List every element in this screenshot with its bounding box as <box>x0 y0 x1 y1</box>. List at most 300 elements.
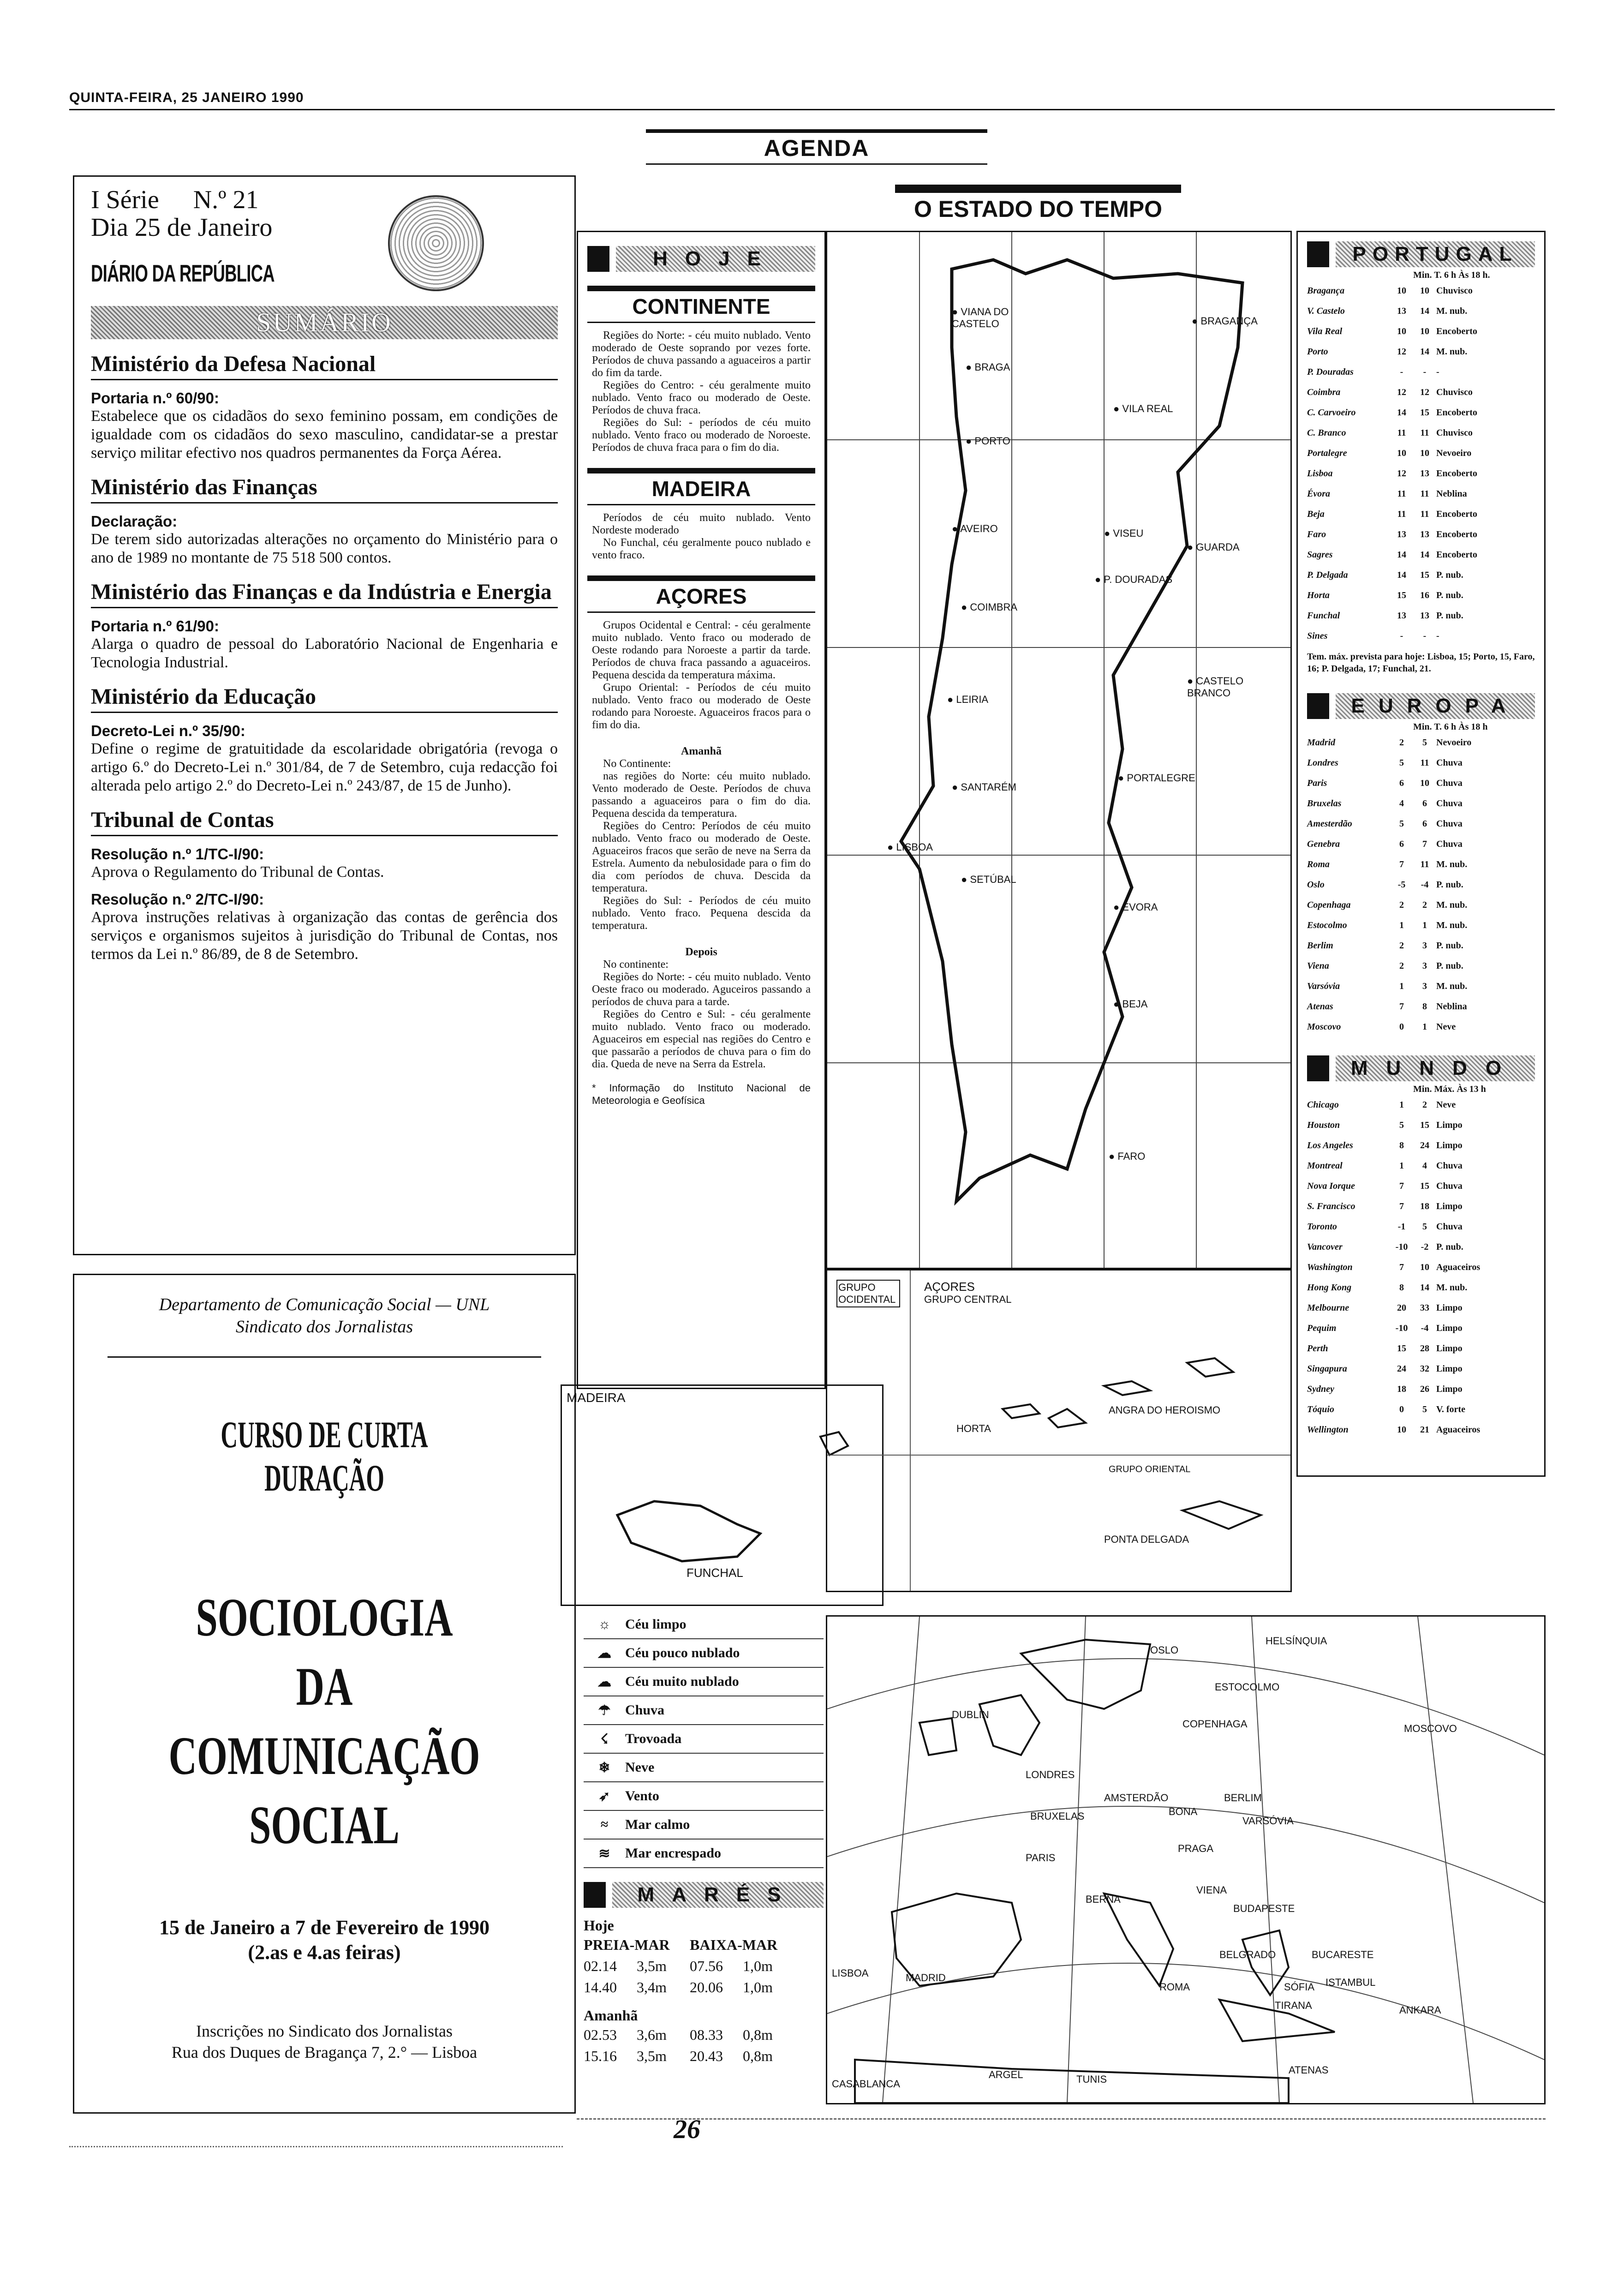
madeira-text <box>578 512 824 562</box>
city-label: BERNA <box>1086 1894 1121 1905</box>
table-cell: - <box>1400 366 1403 377</box>
table-cell: 12 <box>1397 468 1406 479</box>
doc-text: Aprova instruções relativas à organização das contas de gerência dos serviços e organismos sujeitos à jurisdição do Tribunal de Contas, nos termos da Lei n.º 86/89, de 8 de Setembro. <box>91 909 558 963</box>
paragraph: Períodos de céu muito nublado. Vento Nordeste moderado <box>592 512 811 536</box>
table-cell: 6 <box>1399 778 1404 788</box>
table-cell: 13 <box>1397 610 1406 621</box>
table-cell: Berlim <box>1307 940 1333 951</box>
table-cell: 2 <box>1399 737 1404 748</box>
table-cell: 11 <box>1397 509 1406 519</box>
table-cell: Nevoeiro <box>1436 737 1472 748</box>
tide-hoje-rows <box>584 1955 824 1998</box>
tide-cell: 15.16 <box>584 2047 617 2064</box>
doc-ref: Portaria n.º 60/90: <box>91 389 220 407</box>
city-label: TUNIS <box>1076 2073 1107 2085</box>
preia-mar: PREIA-MAR <box>584 1936 670 1953</box>
mares-bar <box>584 1882 824 1908</box>
table-row <box>1307 834 1535 854</box>
table-cell: Nevoeiro <box>1436 448 1472 458</box>
tide-cell: 20.43 <box>690 2047 723 2064</box>
table-cell: Oslo <box>1307 879 1325 890</box>
city-label: BRUXELAS <box>1030 1810 1085 1822</box>
table-row <box>1307 732 1535 753</box>
table-cell: Tóquio <box>1307 1404 1334 1414</box>
table-cell: M. nub. <box>1436 306 1468 316</box>
city-label: ARGEL <box>989 2069 1023 2080</box>
table-cell: 16 <box>1420 590 1429 600</box>
table-cell: 6 <box>1399 839 1404 849</box>
depois-title: Depois <box>685 946 717 958</box>
table-cell: Vila Real <box>1307 326 1343 336</box>
tide-cell: 08.33 <box>690 2026 723 2043</box>
city-label: ● P. DOURADAS <box>1095 574 1172 586</box>
tide-header <box>584 1934 824 1955</box>
table-row <box>1307 1196 1535 1216</box>
table-row <box>1307 524 1535 545</box>
table-row <box>1307 605 1535 626</box>
course-days: (2.as e 4.as feiras) <box>248 1941 401 1964</box>
table-cell: Limpo <box>1436 1201 1463 1211</box>
legend-label: Neve <box>625 1760 655 1775</box>
weather-icon: ☼ <box>598 1617 611 1632</box>
paragraph: Regiões do Centro e Sul: - céu geralmente muito nublado. Vento fraco ou moderado. Aguaceiros em especial nas regiões do Centro e que passarão a períodos de chuva para o fim do dia. Queda de neve na Serra da Estrela. <box>592 1008 811 1070</box>
page-number: 26 <box>674 2114 700 2144</box>
table-cell: 3 <box>1422 981 1427 991</box>
course-title-line: SOCIAL <box>249 1795 400 1855</box>
forecast-column <box>577 231 826 1389</box>
table-cell: P. nub. <box>1436 879 1463 890</box>
table-cell: 8 <box>1422 1001 1427 1012</box>
table-cell: 14 <box>1397 407 1406 418</box>
hoje-bar <box>587 246 815 272</box>
europe-map <box>826 1615 1546 2104</box>
paragraph: No Continente: <box>603 758 671 770</box>
paragraph: Regiões do Norte: - céu muito nublado. Vento Oeste fraco ou moderado. Aguceiros passando a períodos de chuva para a tarde. <box>592 971 811 1008</box>
city-label: ● ÉVORA <box>1113 901 1158 913</box>
table-cell: Roma <box>1307 859 1330 869</box>
table-cell: Limpo <box>1436 1363 1463 1374</box>
table-cell: 10 <box>1420 326 1429 336</box>
table-cell: - <box>1436 630 1439 641</box>
table-cell: Funchal <box>1307 610 1340 621</box>
table-cell: Montreal <box>1307 1160 1343 1171</box>
table-cell: 2 <box>1422 899 1427 910</box>
portugal-table <box>1307 281 1535 646</box>
table-cell: Pequim <box>1307 1323 1337 1333</box>
table-row <box>1307 565 1535 585</box>
ministry-title: Ministério das Finanças e da Indústria e Energia <box>91 574 558 608</box>
table-cell: 4 <box>1422 1160 1427 1171</box>
table-cell: 4 <box>1399 798 1404 809</box>
numero: N.º 21 <box>193 186 259 214</box>
table-row <box>1307 1135 1535 1156</box>
amanha-title: Amanhã <box>681 745 722 757</box>
hoje-title: HOJE <box>616 246 815 272</box>
table-row <box>1307 1298 1535 1318</box>
city-label: ● PORTALEGRE <box>1118 772 1195 784</box>
ponta-delgada-label: PONTA DELGADA <box>1104 1534 1189 1545</box>
legend-label: Mar encrespado <box>625 1846 722 1861</box>
table-row <box>1307 976 1535 996</box>
table-cell: 10 <box>1397 448 1406 458</box>
table-cell: P. Douradas <box>1307 366 1354 377</box>
table-cell: C. Carvoeiro <box>1307 407 1356 418</box>
table-cell: Encoberto <box>1436 549 1477 560</box>
bar-block <box>587 246 609 272</box>
city-label: BUCARESTE <box>1312 1949 1374 1960</box>
table-cell: Chicago <box>1307 1099 1339 1110</box>
course-sindicato: Sindicato dos Jornalistas <box>235 1317 413 1336</box>
table-cell: 11 <box>1420 488 1429 499</box>
legend-mares <box>584 1611 824 2086</box>
table-row <box>1307 996 1535 1017</box>
table-cell: 15 <box>1420 1180 1429 1191</box>
legend-item <box>584 1696 824 1725</box>
table-cell: -1 <box>1397 1221 1406 1232</box>
table-cell: 12 <box>1397 346 1406 357</box>
table-row <box>1307 382 1535 402</box>
table-cell: Hong Kong <box>1307 1282 1352 1293</box>
city-label: OSLO <box>1150 1644 1179 1656</box>
table-cell: Paris <box>1307 778 1327 788</box>
city-label: ISTAMBUL <box>1325 1977 1376 1988</box>
portugal-note: Tem. máx. prevista para hoje: Lisboa, 15; Porto, 15, Faro, 16; P. Delgada, 17; Funchal, 21. <box>1307 652 1535 674</box>
city-label: BONA <box>1169 1806 1198 1817</box>
table-cell: 10 <box>1397 285 1406 296</box>
city-label: BUDAPESTE <box>1233 1903 1295 1914</box>
city-label: COPENHAGA <box>1182 1718 1248 1730</box>
tide-cell: 3,5m <box>637 2047 667 2064</box>
horta-label: HORTA <box>956 1423 991 1434</box>
paragraph: Grupos Ocidental e Central: - céu geralmente muito nublado. Vento fraco ou moderado de Oeste rodando para Noroeste a partir da tarde. Períodos de chuva fraca passando a aguaceiros. Pequena descida da temperatura máxima. <box>592 619 811 681</box>
table-cell: 11 <box>1420 859 1429 869</box>
table-cell: 13 <box>1397 306 1406 316</box>
europa-header: Min. T. 6 h Às 18 h <box>1413 722 1488 732</box>
paragraph: No Funchal, céu geralmente pouco nublado e vento fraco. <box>592 537 811 561</box>
city-label: TIRANA <box>1275 2000 1312 2011</box>
legend-item <box>584 1754 824 1782</box>
table-cell: Chuva <box>1436 818 1463 829</box>
diario-logo: DIÁRIO DA REPÚBLICA <box>91 260 275 287</box>
table-cell: 11 <box>1397 488 1406 499</box>
angra-label: ANGRA DO HEROISMO <box>1109 1404 1221 1416</box>
table-cell: P. nub. <box>1436 610 1463 621</box>
tide-row <box>584 1955 824 1977</box>
table-cell: 24 <box>1397 1363 1406 1374</box>
table-cell: P. nub. <box>1436 940 1463 951</box>
city-label: ATENAS <box>1289 2064 1329 2076</box>
europa-title: EUROPA <box>1336 693 1535 719</box>
city-label: ● BRAGANÇA <box>1192 315 1258 327</box>
table-row <box>1307 626 1535 646</box>
city-label: VIENA <box>1196 1884 1227 1896</box>
tide-cell: 3,4m <box>637 1978 667 1995</box>
table-cell: Évora <box>1307 488 1330 499</box>
table-row <box>1307 463 1535 484</box>
table-row <box>1307 585 1535 605</box>
table-cell: 2 <box>1399 940 1404 951</box>
table-cell: Estocolmo <box>1307 920 1347 930</box>
grupo-ocidental-label: GRUPO OCIDENTAL <box>836 1280 900 1307</box>
table-cell: 10 <box>1397 1424 1406 1435</box>
paragraph: Grupo Oriental: - Períodos de céu muito nublado. Vento fraco ou moderado de Oeste rodando para Noroeste. Aguaceiros fracos para o fim do dia. <box>592 682 811 731</box>
table-row <box>1307 402 1535 423</box>
ministry-title: Tribunal de Contas <box>91 802 558 836</box>
city-label: ● LEIRIA <box>947 694 988 706</box>
doc-ref: Resolução n.º 2/TC-I/90: <box>91 891 264 908</box>
table-row <box>1307 321 1535 342</box>
diario-republica-box <box>73 175 576 1255</box>
sumario-banner: SUMÁRIO <box>91 306 558 339</box>
city-label: CASABLANCA <box>832 2078 900 2090</box>
table-cell: Los Angeles <box>1307 1140 1353 1150</box>
tide-cell: 07.56 <box>690 1957 723 1974</box>
table-row <box>1307 342 1535 362</box>
table-cell: Houston <box>1307 1120 1340 1130</box>
legend-item <box>584 1611 824 1639</box>
weather-icon: ➶ <box>598 1788 610 1804</box>
table-cell: Nova Iorque <box>1307 1180 1355 1191</box>
divider <box>107 1356 541 1358</box>
portugal-outline <box>901 260 1242 1201</box>
table-cell: P. nub. <box>1436 1241 1463 1252</box>
serie: I Série <box>91 186 159 214</box>
madeira-map-label: MADEIRA <box>567 1390 626 1405</box>
tide-cell: 02.53 <box>584 2026 617 2043</box>
table-row <box>1307 1095 1535 1115</box>
table-cell: M. nub. <box>1436 981 1468 991</box>
table-cell: 1 <box>1399 920 1404 930</box>
city-label: ● BRAGA <box>966 361 1010 373</box>
legend-label: Vento <box>625 1788 659 1804</box>
table-cell: 10 <box>1420 285 1429 296</box>
portugal-map-svg <box>827 232 1290 1268</box>
weather-icon: ☁ <box>597 1674 611 1690</box>
table-cell: 5 <box>1422 737 1427 748</box>
city-label: PRAGA <box>1178 1843 1214 1854</box>
table-cell: -4 <box>1421 879 1429 890</box>
table-cell: Neve <box>1436 1099 1456 1110</box>
table-cell: Faro <box>1307 529 1326 539</box>
weather-title: O ESTADO DO TEMPO <box>895 185 1181 222</box>
table-cell: 26 <box>1420 1384 1429 1394</box>
city-label: BERLIM <box>1224 1792 1262 1804</box>
legend-item <box>584 1840 824 1868</box>
table-cell: 8 <box>1399 1282 1404 1293</box>
table-row <box>1307 1359 1535 1379</box>
table-cell: M. nub. <box>1436 1282 1468 1293</box>
paragraph: Regiões do Norte: - céu muito nublado. Vento moderado de Oeste soprando por vezes forte. Períodos de chuva passando a aguaceiros a partir do fim da tarde. <box>592 330 811 379</box>
table-cell: Chuva <box>1436 839 1463 849</box>
table-cell: Chuva <box>1436 1221 1463 1232</box>
table-cell: Limpo <box>1436 1302 1463 1313</box>
table-row <box>1307 1115 1535 1135</box>
legend-item <box>584 1725 824 1754</box>
table-cell: Toronto <box>1307 1221 1337 1232</box>
portugal-bar <box>1307 241 1535 267</box>
table-cell: 11 <box>1420 427 1429 438</box>
city-label: ROMA <box>1159 1981 1190 1993</box>
table-cell: 14 <box>1420 549 1429 560</box>
tide-row <box>584 2045 824 2067</box>
table-cell: Genebra <box>1307 839 1340 849</box>
table-cell: S. Francisco <box>1307 1201 1355 1211</box>
tide-cell: 02.14 <box>584 1957 617 1974</box>
table-cell: Sines <box>1307 630 1328 641</box>
bar-block <box>1307 1055 1329 1081</box>
city-label: ● FARO <box>1109 1150 1145 1162</box>
table-cell: 13 <box>1420 468 1429 479</box>
acores-title: AÇORES <box>587 575 815 613</box>
table-cell: Wellington <box>1307 1424 1349 1435</box>
table-cell: Melbourne <box>1307 1302 1349 1313</box>
course-title-line: SOCIOLOGIA <box>196 1587 453 1648</box>
table-cell: 3 <box>1422 960 1427 971</box>
table-row <box>1307 1257 1535 1277</box>
table-cell: Limpo <box>1436 1323 1463 1333</box>
tide-cell: 20.06 <box>690 1978 723 1995</box>
table-row <box>1307 1338 1535 1359</box>
table-cell: Neblina <box>1436 488 1467 499</box>
table-cell: 11 <box>1397 427 1406 438</box>
europa-bar <box>1307 693 1535 719</box>
table-cell: 10 <box>1420 448 1429 458</box>
city-label: MADRID <box>906 1972 946 1983</box>
continente-title: CONTINENTE <box>587 286 815 323</box>
paragraph: Regiões do Sul: - Períodos de céu muito nublado. Vento fraco. Pequena descida da temperatura. <box>592 895 811 932</box>
portugal-header: Min. T. 6 h Às 18 h. <box>1413 270 1490 280</box>
depois-text <box>578 959 824 1071</box>
table-row <box>1307 1156 1535 1176</box>
acores-svg <box>827 1270 1290 1591</box>
course-title-line: COMUNICAÇÃO <box>168 1726 480 1786</box>
city-label: ● BEJA <box>1113 998 1147 1010</box>
city-label: ● CASTELO BRANCO <box>1187 675 1279 699</box>
city-label: DUBLIN <box>952 1709 989 1720</box>
doc-text: De terem sido autorizadas alterações no orçamento do Ministério para o ano de 1989 no montante de 75 518 500 contos. <box>91 531 558 566</box>
table-row <box>1307 1017 1535 1037</box>
table-row <box>1307 1176 1535 1196</box>
table-row <box>1307 915 1535 935</box>
table-cell: 5 <box>1399 1120 1404 1130</box>
table-cell: Encoberto <box>1436 529 1477 539</box>
table-cell: 14 <box>1420 346 1429 357</box>
ministry-title: Ministério da Defesa Nacional <box>91 346 558 380</box>
city-label: VARSÓVIA <box>1242 1815 1294 1827</box>
table-cell: 5 <box>1422 1221 1427 1232</box>
course-ad <box>73 1274 576 2114</box>
table-row <box>1307 281 1535 301</box>
table-cell: Varsóvia <box>1307 981 1340 991</box>
grupo-oriental-label: GRUPO ORIENTAL <box>1109 1464 1191 1474</box>
top-rule <box>69 109 1555 110</box>
table-cell: - <box>1400 630 1403 641</box>
city-label: ● AVEIRO <box>952 523 998 535</box>
table-cell: P. Delgada <box>1307 569 1348 580</box>
table-row <box>1307 443 1535 463</box>
table-cell: 15 <box>1420 569 1429 580</box>
tide-row <box>584 1977 824 1998</box>
table-cell: Perth <box>1307 1343 1328 1354</box>
table-cell: 10 <box>1397 326 1406 336</box>
tide-amanha: Amanhã <box>584 2007 638 2024</box>
table-cell: 18 <box>1420 1201 1429 1211</box>
city-label: AMSTERDÃO <box>1104 1792 1169 1804</box>
table-row <box>1307 814 1535 834</box>
legend-item <box>584 1811 824 1840</box>
table-cell: Sydney <box>1307 1384 1334 1394</box>
doc-ref: Declaração: <box>91 513 178 530</box>
acores-map <box>826 1269 1292 1592</box>
table-cell: 2 <box>1399 960 1404 971</box>
table-cell: 15 <box>1397 590 1406 600</box>
table-cell: Limpo <box>1436 1343 1463 1354</box>
temperature-tables <box>1296 231 1546 1477</box>
table-cell: - <box>1423 366 1427 377</box>
weather-icon: ☂ <box>598 1702 611 1718</box>
table-cell: 7 <box>1399 1262 1404 1272</box>
legend-label: Chuva <box>625 1702 665 1718</box>
table-cell: 5 <box>1399 757 1404 768</box>
table-cell: 2 <box>1399 899 1404 910</box>
table-cell: -10 <box>1395 1323 1408 1333</box>
bar-block <box>584 1882 606 1908</box>
tide-table <box>584 1917 824 2067</box>
paragraph: Regiões do Centro: Períodos de céu muito nublado. Vento fraco ou moderado de Oeste. Aguaceiros fracos que serão de neve na Serra da Estrela. Aumento da nebulosidade para o fim do dia com períodos de chuva. Descida da temperatura. <box>592 820 811 894</box>
table-cell: 10 <box>1420 1262 1429 1272</box>
table-row <box>1307 423 1535 443</box>
table-row <box>1307 484 1535 504</box>
table-cell: Madrid <box>1307 737 1336 748</box>
madeira-title: MADEIRA <box>587 468 815 505</box>
table-cell: Londres <box>1307 757 1338 768</box>
table-cell: 13 <box>1420 610 1429 621</box>
table-cell: 1 <box>1399 1160 1404 1171</box>
weather-icon: ☇ <box>600 1731 609 1747</box>
table-cell: Portalegre <box>1307 448 1347 458</box>
table-cell: P. nub. <box>1436 960 1463 971</box>
table-cell: Horta <box>1307 590 1330 600</box>
table-cell: Chuva <box>1436 1160 1463 1171</box>
table-row <box>1307 753 1535 773</box>
mundo-table <box>1307 1095 1535 1440</box>
paragraph: nas regiões do Norte: céu muito nublado. Vento moderado de Oeste. Períodos de chuva passando a aguaceiros para o fim do dia. Pequena descida da temperatura. <box>592 770 811 820</box>
course-title <box>74 1583 574 1860</box>
table-cell: 28 <box>1420 1343 1429 1354</box>
city-label: ● SETÚBAL <box>961 874 1016 886</box>
city-label: ESTOCOLMO <box>1215 1681 1280 1693</box>
table-cell: 32 <box>1420 1363 1429 1374</box>
legend-item <box>584 1668 824 1696</box>
course-dept: Departamento de Comunicação Social — UNL <box>159 1295 490 1314</box>
table-cell: Washington <box>1307 1262 1353 1272</box>
table-cell: Viena <box>1307 960 1329 971</box>
city-label: PARIS <box>1026 1852 1056 1864</box>
tide-cell: 3,6m <box>637 2026 667 2043</box>
legend-label: Céu muito nublado <box>625 1674 739 1689</box>
legend-item <box>584 1639 824 1668</box>
bar-block <box>1307 693 1329 719</box>
table-cell: V. forte <box>1436 1404 1465 1414</box>
table-cell: 11 <box>1420 509 1429 519</box>
table-row <box>1307 935 1535 956</box>
city-label: ● VIANA DO CASTELO <box>952 306 1044 330</box>
table-cell: 8 <box>1399 1140 1404 1150</box>
table-cell: 2 <box>1422 1099 1427 1110</box>
weather-icon: ≈ <box>600 1817 609 1832</box>
city-label: ● SANTARÉM <box>952 781 1016 793</box>
city-label: ● PORTO <box>966 435 1010 447</box>
